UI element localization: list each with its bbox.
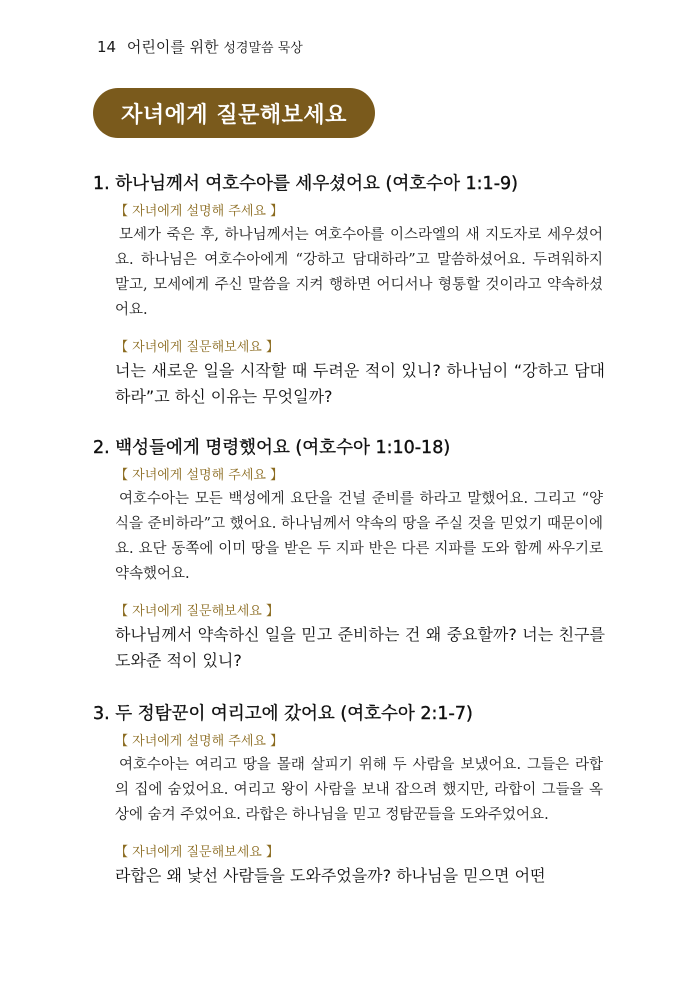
section-3 <box>93 702 613 889</box>
page-number: 14 <box>97 38 117 56</box>
explain-text: 모세가 죽은 후, 하나님께서는 여호수아를 이스라엘의 새 지도자로 세우셨어요. 하나님은 여호수아에게 “강하고 담대하라”고 말씀하셨어요. 두려워하지 말고, 모세에게 주신 말씀을 지켜 행하면 어디서나 형통할 것이라고 약속하셨어요. <box>115 227 603 318</box>
explain-tag: 【 자녀에게 설명해 주세요 】 <box>115 204 284 219</box>
section-title: 3. 두 정탐꾼이 여리고에 갔어요 (여호수아 2:1-7) <box>93 704 473 724</box>
question-text: 너는 새로운 일을 시작할 때 두려운 적이 있니? 하나님이 “강하고 담대하라”고 하신 이유는 무엇일까? <box>115 361 605 406</box>
question-text: 하나님께서 약속하신 일을 믿고 준비하는 건 왜 중요할까? 너는 친구를 도와준 적이 있니? <box>115 625 605 670</box>
question-tag: 【 자녀에게 질문해보세요 】 <box>115 340 279 355</box>
section-1 <box>93 172 613 410</box>
book-title-main: 어린이를 위한 <box>126 38 219 56</box>
explain-tag: 【 자녀에게 설명해 주세요 】 <box>115 734 284 749</box>
section-2 <box>93 436 613 674</box>
book-title-sub: 성경말씀 묵상 <box>223 41 303 56</box>
explain-text: 여호수아는 여리고 땅을 몰래 살피기 위해 두 사람을 보냈어요. 그들은 라합의 집에 숨었어요. 여리고 왕이 사람을 보내 잡으려 했지만, 라합이 그들을 옥상에 숨겨 주었어요. 라합은 하나님을 믿고 정탐꾼들을 도와주었어요. <box>115 757 603 823</box>
question-tag: 【 자녀에게 질문해보세요 】 <box>115 604 279 619</box>
section-banner <box>93 88 375 138</box>
question-tag: 【 자녀에게 질문해보세요 】 <box>115 845 279 860</box>
running-header <box>97 36 303 57</box>
explain-tag: 【 자녀에게 설명해 주세요 】 <box>115 468 284 483</box>
section-title: 1. 하나님께서 여호수아를 세우셨어요 (여호수아 1:1-9) <box>93 174 518 194</box>
section-title: 2. 백성들에게 명령했어요 (여호수아 1:10-18) <box>93 438 451 458</box>
banner-title: 자녀에게 질문해보세요 <box>121 102 347 128</box>
question-text: 라합은 왜 낯선 사람들을 도와주었을까? 하나님을 믿으면 어떤 <box>115 866 546 885</box>
explain-text: 여호수아는 모든 백성에게 요단을 건널 준비를 하라고 말했어요. 그리고 “양식을 준비하라”고 했어요. 하나님께서 약속의 땅을 주실 것을 믿었기 때문이에요. 요단 동쪽에 이미 땅을 받은 두 지파 반은 다른 지파를 도와 함께 싸우기로 약속했어요. <box>115 491 603 582</box>
